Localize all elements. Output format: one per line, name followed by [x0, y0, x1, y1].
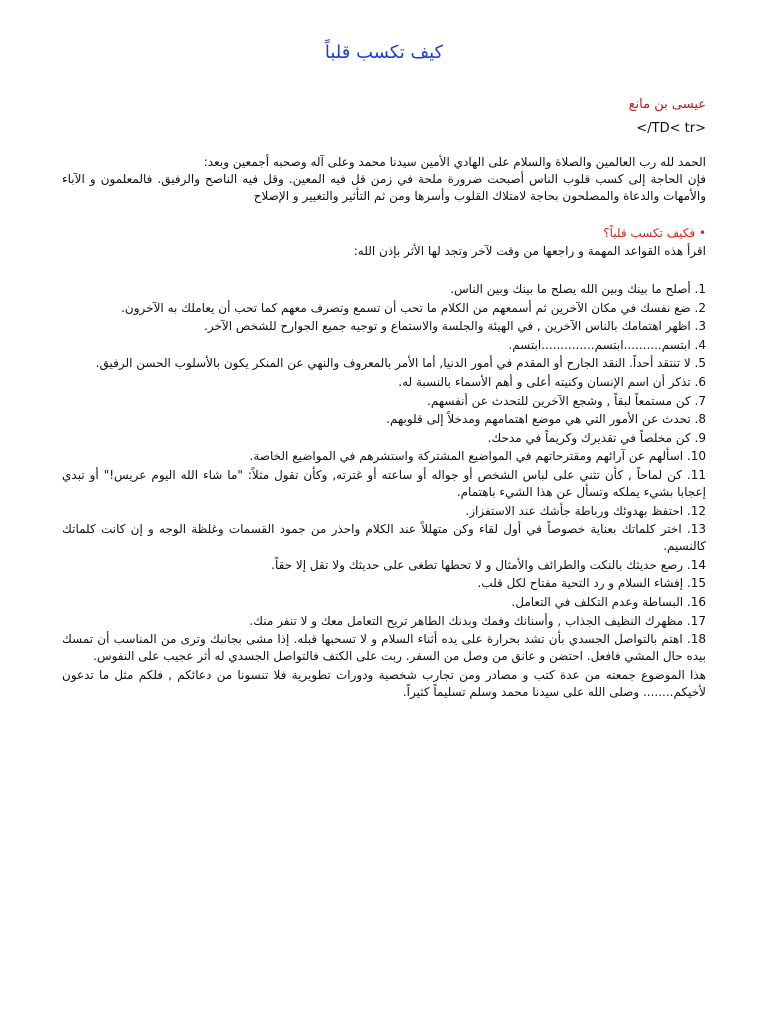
intro-paragraph-1: الحمد لله رب العالمين والصلاة والسلام على الهادي الأمين سيدنا محمد وعلى آله وصحبه أجمعين وبعد:: [203, 155, 706, 169]
markup-fragment-text: <TD< tr/>: [636, 121, 706, 136]
rule-item: 4. ابتسم..........ابتسم..............ابتسم.: [508, 337, 706, 352]
rule-item: 6. تذكر أن اسم الإنسان وكنيته أعلى و أهم الأسماء بالنسبة له.: [398, 374, 706, 389]
rules-list: [62, 281, 706, 665]
document-title: كيف تكسب قلباً: [324, 42, 444, 63]
rule-item: 9. كن مخلصاً في تقديرك وكريماً في مدحك.: [487, 430, 706, 445]
rule-item: 5. لا تنتقد أحداً. النقد الجارح أو المقدم في أمور الدنيا, أما الأمر بالمعروف والنهي عن المنكر يكون بالأسلوب الحسن الرفيق.: [95, 356, 706, 371]
author-name: عيسى بن مانع: [628, 97, 706, 112]
closing-paragraph: هذا الموضوع جمعته من عدة كتب و مصادر ومن تجارب شخصية ودورات تطويرية فلا تنسونا من دعائكم , فلكم مثل ما تدعون لأخيكم........ وصلى الله على سيدنا محمد وسلم تسليماً كثيراً.: [62, 667, 706, 699]
intro-section: [62, 154, 706, 205]
lead-paragraph: اقرأ هذه القواعد المهمة و راجعها من وقت لآخر وتجد لها الأثر بإذن الله:: [353, 244, 706, 258]
rule-item: 10. اسألهم عن آرائهم ومقترحاتهم في المواضيع المشتركة واستشرهم في المواضيع الخاصة.: [249, 449, 706, 464]
section-heading: • فكيف تكسب قلباً؟: [603, 226, 706, 240]
rule-item: 12. احتفظ بهدوئك ورباطة جأشك عند الاستفزاز.: [465, 503, 706, 518]
rule-item: 15. إفشاء السلام و رد التحية مفتاح لكل قلب.: [477, 576, 706, 591]
rule-item: 13. اختر كلماتك بعناية خصوصاً في أول لقاء وكن متهللاً عند الكلام واحذر من جمود القسمات وغلظة الوجه و إن كانت كلماتك كالنسيم.: [62, 522, 706, 554]
rule-item: 18. اهتم بالتواصل الجسدي بأن تشد بحرارة على يده أثناء السلام و لا تسحبها قبله. إذا مشى بجانبك وترى من المناسب أن تمسك بيده حال المشي فافعل. احتضن و عانق من وصل من السفر. ربت على الكتف فالتواصل الجسدي له أثر عجيب على النفوس.: [62, 632, 706, 664]
intro-paragraph-2: فإن الحاجة إلى كسب قلوب الناس أصبحت ضرورة ملحة في زمن قل فيه المعين. وقل فيه الناصح والرفيق. فالمعلمون و الآباء والأمهات والدعاة والمصلحون بحاجة لامتلاك القلوب وأسرها ومن ثم التأثير والتغيير و الإصلاح: [62, 172, 706, 203]
rule-item: 7. كن مستمعاً لبقاً , وشجع الآخرين للتحدث عن أنفسهم.: [427, 393, 706, 408]
rule-item: 2. ضع نفسك في مكان الآخرين ثم أسمعهم من الكلام ما تحب أن تسمع وتصرف معهم كما تحب أن يعاملك به الآخرون.: [121, 300, 706, 315]
rule-item: 8. تحدث عن الأمور التي هي موضع اهتمامهم ومدخلاً إلى قلوبهم.: [386, 412, 706, 427]
rule-item: 1. أصلح ما بينك وبين الله يصلح ما بينك وبين الناس.: [450, 282, 706, 296]
rule-item: 14. رصع حديثك بالنكت والطرائف والأمثال و لا تحطها تطغى على حديثك ولا تقل إلا حقاً.: [271, 557, 706, 572]
rule-item: 16. البساطة وعدم التكلف في التعامل.: [511, 594, 706, 609]
rule-item: 3. اظهر اهتمامك بالناس الآخرين , في الهيئة والجلسة والاستماع و توجيه جميع الجوارح للشخص الآخر.: [204, 319, 706, 334]
rule-item: 11. كن لماحاً , كأن تثني على لباس الشخص أو جواله أو ساعته أو غترته, وكأن تقول مثلاً: "ما شاء الله اليوم عريس!" أو تبدي إعجابا بشيء يملكه وتسأل عن هذا الشيء باهتمام.: [62, 467, 706, 499]
rule-item: 17. مظهرك النظيف الجذاب , وأسنانك وفمك وبدنك الطاهر تريح التعامل معك و لا تنفر منك.: [249, 613, 706, 628]
